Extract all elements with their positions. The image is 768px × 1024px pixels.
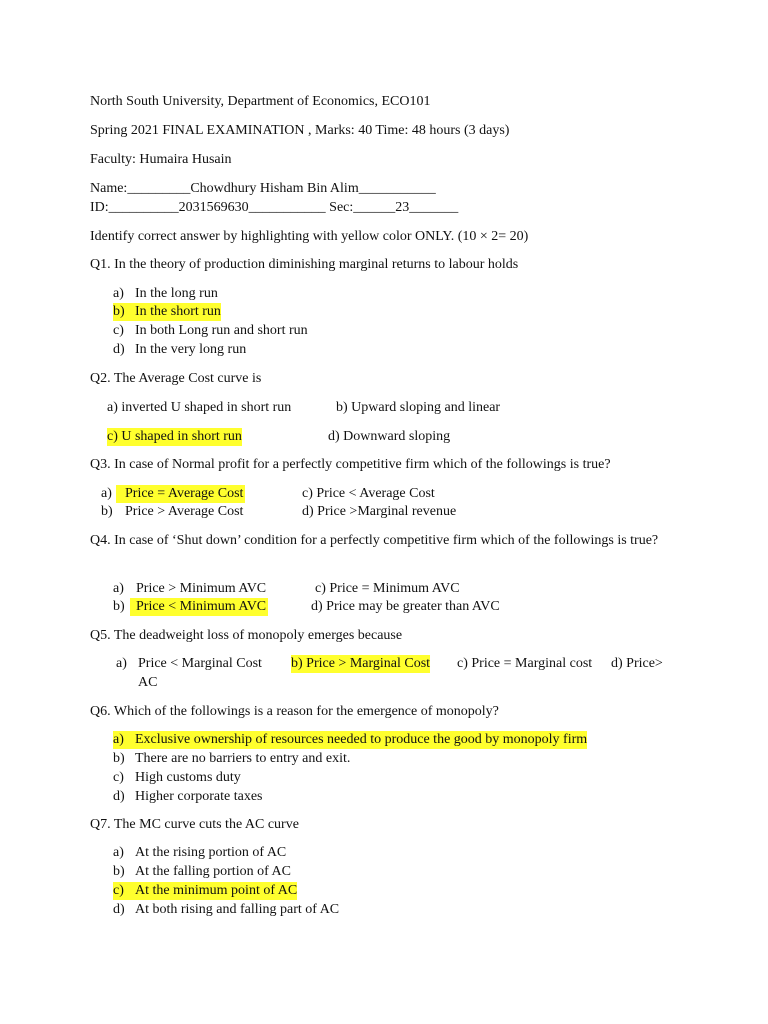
faculty-line: Faculty: Humaira Husain <box>90 152 232 167</box>
q4-option-d: d) Price may be greater than AVC <box>311 599 500 614</box>
q2-option-b: b) Upward sloping and linear <box>336 400 501 415</box>
question-4: Q4. In case of ‘Shut down’ condition for a perfectly competitive firm which of the followings is true? <box>90 533 659 548</box>
exam-info: Spring 2021 FINAL EXAMINATION , Marks: 40 Time: 48 hours (3 days) <box>90 123 510 138</box>
q6-option-d: d) Higher corporate taxes <box>113 789 263 804</box>
q6-option-a-selected: a) Exclusive ownership of resources needed to produce the good by monopoly firm <box>113 732 588 747</box>
q1-option-b-selected: b) In the short run <box>113 304 221 319</box>
q2-option-c-selected: c) U shaped in short run <box>107 429 242 444</box>
q7-option-b: b) At the falling portion of AC <box>113 864 291 879</box>
q2-option-d: d) Downward sloping <box>328 429 451 444</box>
course-title: North South University, Department of Economics, ECO101 <box>90 94 431 109</box>
question-5: Q5. The deadweight loss of monopoly emerges because <box>90 628 403 643</box>
question-7: Q7. The MC curve cuts the AC curve <box>90 817 299 832</box>
q1-option-a: a) In the long run <box>113 286 218 301</box>
q3-option-b: Price > Average Cost <box>125 504 244 519</box>
q4-option-c: c) Price = Minimum AVC <box>315 581 460 596</box>
q3-option-b-key: b) <box>101 504 113 519</box>
q5-option-a: Price < Marginal Cost <box>138 656 262 671</box>
q5-option-d: d) Price> <box>611 656 663 671</box>
q3-option-a-selected: Price = Average Cost <box>116 485 245 503</box>
q1-option-c: c) In both Long run and short run <box>113 323 308 338</box>
q7-option-d: d) At both rising and falling part of AC <box>113 902 340 917</box>
q7-option-c-selected: c) At the minimum point of AC <box>113 883 298 898</box>
q5-option-a-key: a) <box>116 656 127 671</box>
q6-option-c: c) High customs duty <box>113 770 241 785</box>
question-6: Q6. Which of the followings is a reason for the emergence of monopoly? <box>90 704 499 719</box>
q4-option-a: Price > Minimum AVC <box>136 581 267 596</box>
q3-option-d: d) Price >Marginal revenue <box>302 504 457 519</box>
q4-option-b-key: b) <box>113 599 125 614</box>
q4-option-b-selected: Price < Minimum AVC <box>130 598 268 616</box>
q5-option-d-continued: AC <box>138 675 158 690</box>
q6-option-b: b) There are no barriers to entry and exit. <box>113 751 351 766</box>
q5-option-c: c) Price = Marginal cost <box>457 656 593 671</box>
question-3: Q3. In case of Normal profit for a perfectly competitive firm which of the followings is true? <box>90 457 611 472</box>
question-1: Q1. In the theory of production diminishing marginal returns to labour holds <box>90 257 519 272</box>
instruction-line: Identify correct answer by highlighting with yellow color ONLY. (10 × 2= 20) <box>90 229 529 244</box>
student-id-line: ID:__________2031569630___________ Sec:______23_______ <box>90 200 459 215</box>
q3-option-a-key: a) <box>101 486 112 501</box>
q1-option-d: d) In the very long run <box>113 342 247 357</box>
q5-option-b-selected: b) Price > Marginal Cost <box>291 656 431 671</box>
q2-option-a: a) inverted U shaped in short run <box>107 400 292 415</box>
q4-option-a-key: a) <box>113 581 124 596</box>
q7-option-a: a) At the rising portion of AC <box>113 845 287 860</box>
student-name-line: Name:_________Chowdhury Hisham Bin Alim___________ <box>90 181 436 196</box>
question-2: Q2. The Average Cost curve is <box>90 371 262 386</box>
q3-option-c: c) Price < Average Cost <box>302 486 435 501</box>
